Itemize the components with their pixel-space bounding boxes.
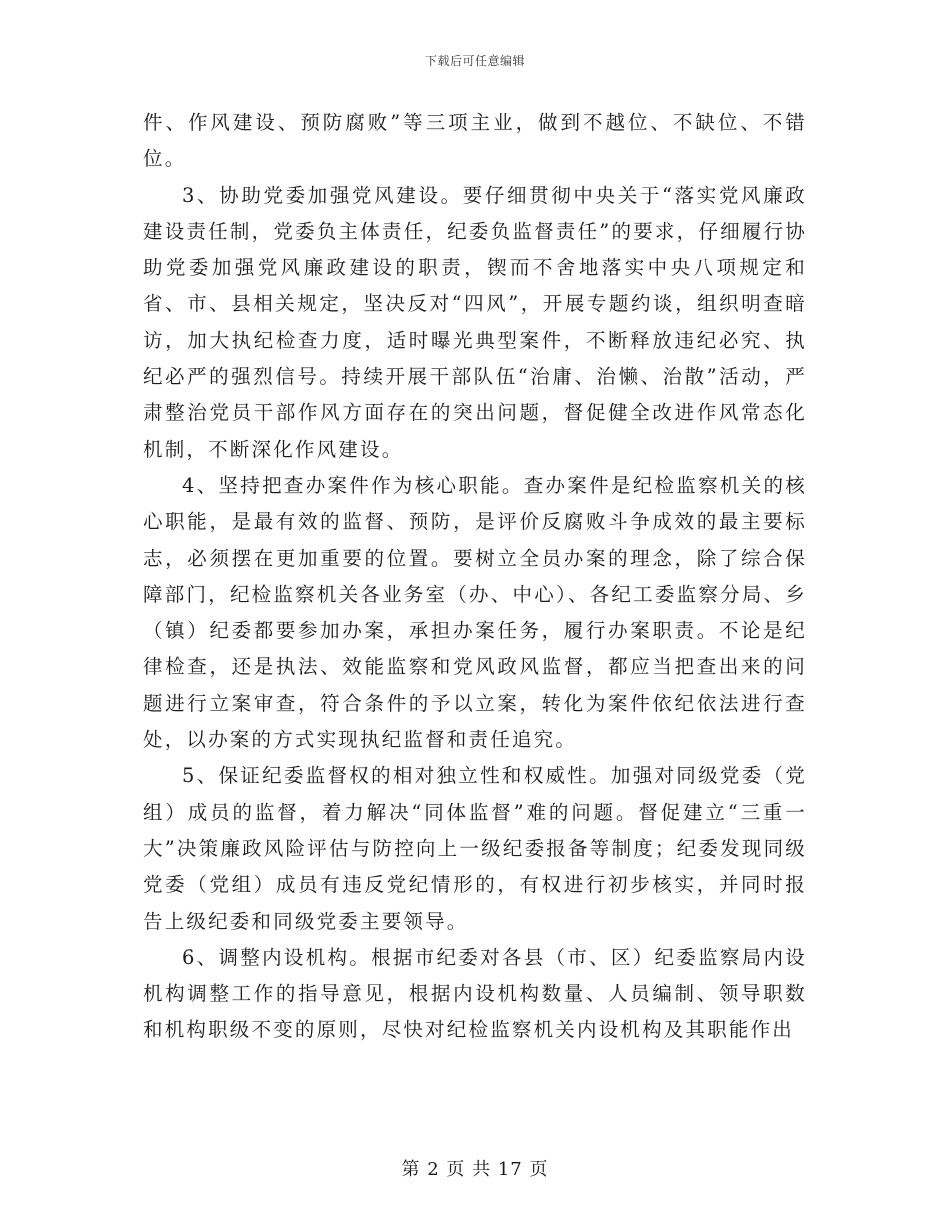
paragraph-item-6: 6、调整内设机构。根据市纪委对各县（市、区）纪委监察局内设机构调整工作的指导意见，根据内设机构数量、人员编制、领导职数和机构职级不变的原则，尽快对纪检监察机关内设机构及其职能作出 — [143, 945, 807, 1042]
paragraph-item-5: 5、保证纪委监督权的相对独立性和权威性。加强对同级党委（党组）成员的监督，着力解决“同体监督”难的问题。督促建立“三重一大”决策廉政风险评估与防控向上一级纪委报备等制度；纪委发现同级党委（党组）成员有违反党纪情形的，有权进行初步核实，并同时报告上级纪委和同级党委主要领导。 — [143, 764, 807, 933]
paragraph-item-4: 4、坚持把查办案件作为核心职能。查办案件是纪检监察机关的核心职能，是最有效的监督、预防，是评价反腐败斗争成效的最主要标志，必须摆在更加重要的位置。要树立全员办案的理念，除了综合保障部门，纪检监察机关各业务室（办、中心）、各纪工委监察分局、乡（镇）纪委都要参加办案，承担办案任务，履行办案职责。不论是纪律检查，还是执法、效能监察和党风政风监督，都应当把查出来的问题进行立案审查，符合条件的予以立案，转化为案件依纪依法进行查处，以办案的方式实现执纪监督和责任追究。 — [143, 473, 807, 752]
page-header: 下载后可任意编辑 — [424, 54, 525, 68]
paragraph-continuation: 件、作风建设、预防腐败”等三项主业，做到不越位、不缺位、不错位。 — [143, 111, 807, 171]
page-number-footer: 第 2 页 共 17 页 — [401, 1159, 549, 1180]
document-body — [143, 105, 807, 1049]
paragraph-item-3: 3、协助党委加强党风建设。要仔细贯彻中央关于“落实党风廉政建设责任制，党委负主体责任，纪委负监督责任”的要求，仔细履行协助党委加强党风廉政建设的职责，锲而不舍地落实中央八项规定和省、市、县相关规定，坚决反对“四风”，开展专题约谈，组织明查暗访，加大执纪检查力度，适时曝光典型案件，不断释放违纪必究、执纪必严的强烈信号。持续开展干部队伍“治庸、治懒、治散”活动，严肃整治党员干部作风方面存在的突出问题，督促健全改进作风常态化机制，不断深化作风建设。 — [143, 183, 807, 461]
